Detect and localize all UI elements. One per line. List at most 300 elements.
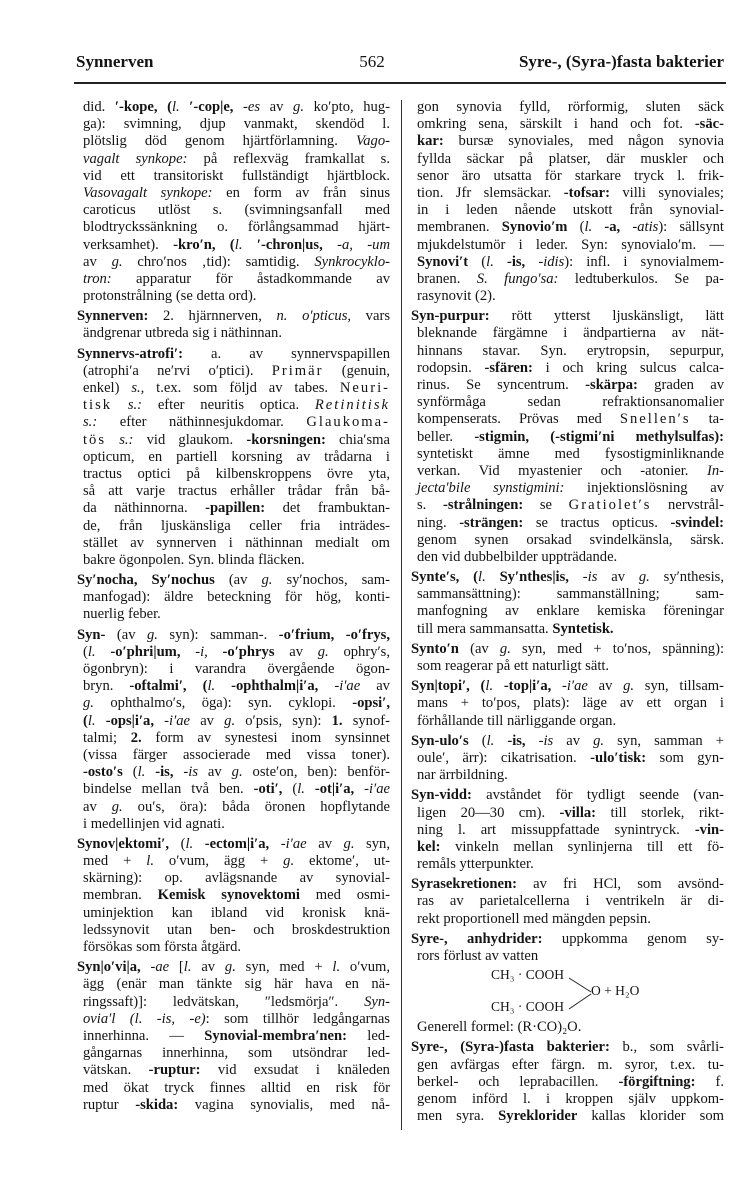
text-line — [411, 586, 724, 603]
text-run: g. — [593, 732, 605, 749]
text-line — [77, 1011, 390, 1028]
headword: -svindel: — [670, 514, 724, 531]
headword: -a, — [592, 219, 633, 236]
text-line — [411, 658, 724, 675]
text-run: membranen. — [417, 219, 502, 236]
text-run: enkel) — [83, 380, 132, 396]
text-run: vars — [351, 308, 390, 325]
text-run: ophry′s, — [328, 643, 391, 660]
text-line — [411, 532, 724, 549]
text-run: rors förlust av vatten — [417, 948, 539, 964]
headword: -papillen: — [205, 500, 266, 517]
text-run: av — [198, 764, 232, 781]
text-line — [77, 1097, 390, 1114]
text-line — [77, 870, 390, 887]
text-line — [411, 99, 724, 116]
text-run: bindelse mellan två ben. — [83, 781, 254, 798]
text-run: graden av — [637, 377, 724, 393]
text-run: verksamhet). — [83, 236, 174, 253]
headword: kar: — [417, 133, 444, 150]
text-run: ): infl. i synovialmem- — [564, 253, 725, 270]
text-line — [411, 463, 724, 480]
text-run: chia′sma — [325, 431, 390, 448]
text-run: protonstrålning (se detta ord). — [83, 288, 257, 305]
text-run: till mera sammansatta. — [417, 620, 553, 637]
text-run: Retinitisk — [314, 397, 391, 414]
headword: Synovi′t — [417, 253, 469, 270]
text-run: av — [306, 835, 344, 852]
text-run: f. — [695, 1073, 724, 1090]
text-run: -es — [243, 99, 261, 115]
text-run: manfogad): äldre beteckning för hög, konti- — [83, 589, 390, 606]
entry-start-line — [411, 1039, 724, 1056]
text-line — [411, 750, 724, 767]
text-run: membran. — [83, 887, 158, 904]
text-run: g. — [623, 678, 635, 695]
text-run: kallas klorider som — [577, 1108, 724, 1125]
headword: kel: — [417, 838, 441, 855]
text-line — [411, 116, 724, 133]
headword: ′-chron|us, — [256, 236, 338, 253]
text-run: vagalt synkope: — [83, 150, 188, 167]
headword: Syrasekretionen: — [411, 876, 517, 893]
text-run: som gyn- — [646, 749, 725, 766]
text-run: det frambuktan- — [265, 500, 390, 517]
text-run: -is — [183, 764, 198, 781]
text-run: vinkeln mellan synlinjerna till ett fö- — [440, 838, 724, 855]
text-run: g. — [146, 626, 158, 643]
text-run: ning l. art missuppfattade synintryck. — [417, 821, 695, 838]
text-run: vid exsudat i knäleden — [200, 1062, 390, 1079]
headword: -skärpa: — [585, 377, 638, 393]
headword: Synovio′m — [501, 219, 568, 236]
text-line — [411, 377, 724, 394]
text-line — [77, 254, 390, 271]
text-run: tion. Jfr slemsäckar. — [417, 184, 564, 201]
headword: Syn-purpur: — [411, 308, 490, 325]
text-line — [77, 432, 390, 449]
headword: -opsi′, — [352, 695, 390, 712]
text-line — [77, 552, 390, 569]
text-run: l. — [297, 781, 305, 798]
text-run: l. — [234, 236, 257, 253]
text-line — [77, 466, 390, 483]
text-run: av — [597, 569, 639, 586]
headword: Synov|ektomi′, — [77, 835, 170, 852]
text-run: ( — [282, 781, 298, 798]
text-line — [411, 515, 724, 532]
text-line — [411, 911, 724, 928]
text-run: verkan. Vid myastenier och -atonier. — [417, 462, 707, 479]
text-run: : som tillhör ledgångarnas — [205, 1010, 390, 1027]
text-run: -ae — [150, 959, 170, 976]
text-run: l. — [137, 764, 146, 781]
text-run: Vago- — [355, 133, 390, 150]
text-line — [77, 116, 390, 133]
text-run: g. — [224, 959, 236, 976]
text-line — [77, 1028, 390, 1045]
headword: -ops|i′a, — [95, 712, 165, 729]
text-run: g. — [283, 853, 295, 870]
text-run: -atis — [632, 219, 659, 236]
text-run: S. fungo′sa: — [476, 270, 559, 287]
text-run: ): sällsynt — [658, 219, 724, 236]
text-run: l. — [183, 959, 192, 976]
text-run: ledtuberkulos. Se pa- — [558, 270, 724, 287]
headword: Syn-ulo′s — [411, 732, 469, 749]
text-run: syn, med + — [235, 959, 333, 976]
text-line — [411, 1074, 724, 1091]
text-run: rasynovit (2). — [417, 288, 496, 305]
text-run: g. — [293, 99, 304, 115]
text-run: på reflexväg framkallat s. — [187, 150, 390, 167]
text-run: g. — [638, 569, 650, 586]
text-run: mans + to′pos, plats): läge av ett organ i — [417, 695, 724, 712]
headword: Sy′nthes|is, — [485, 569, 583, 586]
text-line — [411, 168, 724, 185]
text-line — [411, 497, 724, 514]
running-head-right: Syre-, (Syra-)fasta bakterier — [518, 52, 724, 71]
text-line — [77, 380, 390, 397]
text-run: bakre ögonpolen. Syn. blinda fläcken. — [83, 551, 305, 568]
text-line — [411, 549, 724, 566]
text-run: av — [83, 253, 112, 270]
text-run: (genuin, — [323, 362, 390, 379]
entry-start-line — [411, 678, 724, 695]
text-run: ( — [169, 835, 186, 852]
text-run: ophthalmo′s, öga): syn. cyklopi. — [93, 695, 353, 712]
text-run: syn, tillsam- — [634, 678, 725, 695]
text-run: l. — [478, 569, 486, 586]
text-run: ( — [567, 219, 585, 236]
text-line — [411, 343, 724, 360]
text-line — [77, 853, 390, 870]
text-run: genom införd l. i kroppen själv uppkom- — [417, 1090, 724, 1107]
text-run: ägg (enär man tänkte sig här hava en nä- — [83, 976, 390, 993]
headword: Syn- — [77, 626, 106, 643]
text-run: bryn. — [83, 678, 130, 695]
headword: -ruptur: — [148, 1062, 201, 1079]
text-run: förhållande till närliggande organ. — [417, 712, 617, 729]
headword: -vin- — [694, 821, 724, 838]
headword: Synnerven: — [77, 308, 149, 325]
text-line — [77, 1045, 390, 1062]
text-line — [411, 394, 724, 411]
text-run: Primär — [271, 362, 324, 379]
text-line — [77, 994, 390, 1011]
text-run: o′psis, syn): — [235, 712, 332, 729]
text-run: beller. — [417, 428, 475, 445]
text-run: caroticus utlöst s. (svimningsanfall med — [83, 202, 390, 219]
headword: 1. — [331, 712, 343, 729]
text-run: efter neuritis optica. — [142, 397, 315, 414]
text-run: t.ex. som följd av tabes. — [144, 380, 340, 396]
formula-bottom: CH₃ · COOH — [491, 999, 564, 1015]
entry-start-line — [411, 876, 724, 893]
text-run: uminjektion kan ibland vid kronisk knä- — [83, 904, 390, 921]
text-run: -a, -um — [337, 236, 390, 253]
text-line — [77, 133, 390, 150]
text-run: bleknande färgämne i ändpartierna av nät- — [417, 325, 724, 342]
text-run: s.: — [83, 414, 98, 431]
headword: Synto′n — [411, 640, 459, 657]
text-run: efter näthinnesjukdomar. — [97, 414, 307, 431]
text-run: oste′on, ben): benför- — [242, 764, 390, 781]
text-run: de, från ljuskänsliga celler fria inträdes- — [83, 517, 390, 534]
entry-start-line — [411, 308, 724, 325]
text-run: av — [191, 959, 225, 976]
text-run: den vid dubbelbilder uppträdande. — [417, 548, 618, 565]
text-line — [411, 429, 724, 446]
headword: 2. — [130, 729, 142, 746]
text-run: syn, med + to′nos, spänning): — [510, 640, 724, 657]
headword: -o′phri|um, — [110, 643, 196, 660]
text-run: mjukdelstumör i leder. Syn: synovialo′m. — — [417, 236, 724, 253]
text-run: blodtryckssänkning o. förlångsammad hjärt- — [83, 219, 390, 236]
entry-start-line — [411, 641, 724, 658]
text-run: vid ett transitoriskt fullständigt hjärtblock. — [83, 167, 390, 184]
text-run: en form av från sinus — [212, 184, 390, 201]
text-line — [77, 518, 390, 535]
text-run: Vasovagalt synkope: — [83, 184, 213, 201]
text-line — [411, 1057, 724, 1074]
text-run: tractus optici på kilbenskroppens övre yta, — [83, 465, 390, 482]
text-line — [77, 219, 390, 236]
text-run: av fri HCl, som avsönd- — [516, 876, 724, 893]
text-run: (av — [214, 572, 262, 589]
text-run: genom synen orsakad svindelkänsla, särsk. — [417, 531, 724, 548]
text-run: -i′ae — [164, 712, 191, 729]
text-run: gon synovia fylld, rörformig, sluten säck — [417, 99, 724, 115]
headword: Synnervs-atrofi′: — [77, 345, 183, 362]
headword: -korsningen: — [246, 431, 326, 448]
text-run: in i leden nående utskott från synovial- — [417, 202, 724, 219]
text-run: gen avfärgas efter färgn. m. syror, t.ex. tu- — [417, 1056, 724, 1073]
text-line — [77, 713, 390, 730]
text-run: försökas som första åtgärd. — [83, 939, 242, 955]
text-run: -i′ae — [364, 781, 391, 798]
text-run: l. — [87, 712, 96, 729]
text-line — [77, 976, 390, 993]
text-run — [96, 644, 111, 660]
text-line — [411, 254, 724, 271]
text-line — [411, 1019, 724, 1036]
text-run: rodopsin. — [417, 359, 485, 376]
text-run: syn, — [354, 835, 390, 852]
text-run: apparatur för åstadkommande av — [111, 270, 390, 287]
text-run: fyllda säckar på platser, där muskler och — [417, 150, 724, 167]
text-run: l. — [486, 253, 494, 270]
text-run: ras av parietalcellerna i ventrikeln är di- — [417, 893, 724, 910]
text-run: sy′nochos, sam- — [272, 572, 390, 589]
text-run: sammansättning): sammanställning; sam- — [417, 586, 724, 603]
text-line — [411, 446, 724, 463]
text-line — [77, 535, 390, 552]
headword: -is, — [155, 764, 184, 781]
text-line — [77, 816, 390, 833]
text-run: l. — [87, 643, 96, 660]
text-run: da näthinnorna. — [83, 500, 206, 517]
text-line — [411, 893, 724, 910]
text-run: nuerlig feber. — [83, 606, 161, 623]
text-run — [215, 678, 231, 694]
headword: -ulo′tisk: — [590, 749, 647, 766]
text-line — [77, 271, 390, 288]
text-run: Snellen′s — [619, 411, 691, 428]
text-run: s., — [131, 380, 145, 396]
text-line — [77, 202, 390, 219]
headword: Syre-, anhydrider: — [411, 930, 543, 947]
headword: -ophthalm|i′a, — [231, 678, 335, 695]
headword: -tofsar: — [563, 184, 610, 201]
text-line — [77, 288, 390, 305]
text-run: -idis — [538, 253, 565, 270]
headword: Sy′nocha, Sy′nochus — [77, 572, 215, 589]
text-line — [411, 219, 724, 236]
text-run: g. — [111, 798, 123, 815]
formula-bond-lines — [411, 965, 724, 1019]
text-run: Generell formel: (R·CO)₂O. — [417, 1019, 582, 1036]
headword: Syreklorider — [498, 1108, 578, 1125]
text-run: tös — [83, 431, 107, 448]
headword: -stigmin, (-stigmi′ni methylsulfas): — [474, 428, 724, 445]
text-run: form av synestesi inom synsinnet — [141, 729, 390, 746]
text-run: manfogning av enklare kemiska föreningar — [417, 603, 724, 620]
text-run: som reagerar på ett naturligt sätt. — [417, 658, 610, 674]
text-run: rinus. Se syncentrum. — [417, 377, 586, 393]
headword: -o′frium, -o′frys, — [278, 626, 390, 643]
text-line — [77, 483, 390, 500]
text-run: nar ärrbildning. — [417, 767, 508, 784]
text-line — [411, 695, 724, 712]
text-run: av — [553, 732, 594, 749]
text-run: synförmåga sedan refraktionsanomalier — [417, 394, 724, 411]
headword: -ot|i′a, — [314, 781, 365, 798]
text-run: oule′, ärr): cikatrisation. — [417, 749, 591, 766]
text-run: bursæ synoviales, med någon synovia — [443, 133, 724, 150]
text-line — [411, 288, 724, 305]
text-line — [411, 1091, 724, 1108]
text-run — [145, 764, 155, 780]
text-run: ögonbryn): i varandra övergående ögon- — [83, 661, 390, 677]
text-run: ektome′, ut- — [294, 853, 391, 870]
text-run: n. o′pticus, — [276, 308, 352, 325]
text-run: tron: — [83, 270, 112, 287]
entry-start-line — [411, 787, 724, 804]
text-line — [77, 1080, 390, 1097]
headword: Syn|topi′, ( — [411, 678, 486, 695]
text-line — [411, 805, 724, 822]
headword: -oti′, — [253, 781, 283, 798]
text-run: -i, — [195, 643, 223, 660]
text-run: (av — [105, 626, 147, 643]
entry-start-line — [77, 308, 390, 325]
text-run: ga): svimning, djup vanmakt, skendöd l. — [83, 116, 390, 133]
text-run: ändgrenar utbreda sig i näthinnan. — [83, 325, 282, 342]
text-line — [411, 621, 724, 638]
text-run: l. — [146, 853, 154, 870]
text-run: ovia′l (l. -is, -e) — [83, 1010, 206, 1027]
text-run: l. — [485, 678, 494, 695]
text-run: av — [360, 678, 390, 695]
text-line — [77, 678, 390, 695]
text-line — [411, 839, 724, 856]
text-run: ( — [468, 253, 487, 270]
text-run: senor äro utsatta för starkare tryck l. frik- — [417, 167, 724, 184]
text-line — [77, 695, 390, 712]
headword: ′-cop|e, — [189, 99, 244, 115]
headword: -kro′n, ( — [173, 236, 235, 253]
formula-top: CH₃ · COOH — [491, 967, 564, 983]
text-run: av — [190, 712, 225, 729]
text-run: rött ytterst ljuskänsligt, lätt — [489, 308, 724, 325]
text-run: av — [587, 678, 624, 695]
text-run: ringssaft)]: ledvätskan, ″ledsmörja″. — [83, 993, 365, 1010]
text-run: ta- — [690, 411, 724, 428]
text-line — [411, 360, 724, 377]
text-run: b., som svårli- — [609, 1039, 724, 1056]
text-run: Synkrocyklo- — [314, 253, 390, 270]
text-run: sy′nthesis, — [649, 569, 724, 586]
text-line — [77, 1062, 390, 1079]
headword: Syntetisk. — [552, 620, 614, 637]
text-line — [77, 606, 390, 623]
text-run: syn, samman + — [604, 732, 725, 749]
text-line — [77, 905, 390, 922]
text-run: innerhinna. — — [83, 1027, 205, 1044]
text-run: av — [83, 798, 112, 815]
text-run: s. — [417, 497, 443, 514]
text-line — [411, 411, 724, 428]
text-line — [411, 151, 724, 168]
text-run: så att varje tractus erhåller trådar från bå- — [83, 483, 390, 500]
text-run: branen. — [417, 270, 477, 287]
text-run: g. — [224, 712, 236, 729]
text-line — [411, 202, 724, 219]
headword: Synovial-membra′nen: — [204, 1027, 347, 1044]
text-run: l. — [185, 835, 194, 852]
text-line — [77, 500, 390, 517]
headword: -säc- — [694, 116, 724, 133]
text-run: gångarnas innerhinna, som utsöndrar led- — [83, 1045, 390, 1062]
text-run: ruptur — [83, 1096, 136, 1113]
text-run: l. — [171, 99, 190, 115]
text-run: nervstrål- — [651, 497, 724, 514]
running-head-left: Synnerven — [76, 52, 154, 71]
text-line — [77, 781, 390, 798]
text-run: 2. hjärnnerven, — [148, 308, 277, 325]
text-run: hinnans stavar. Syn. erytropsin, sepurpur, — [417, 342, 724, 359]
headword: -oftalmi′, ( — [129, 678, 208, 695]
text-run: g. — [343, 835, 355, 852]
text-line — [77, 185, 390, 202]
text-run: injektionslösning av — [564, 480, 724, 497]
text-line — [411, 237, 724, 254]
text-run: vätskan. — [83, 1062, 149, 1079]
text-line — [411, 948, 724, 965]
text-run: kompenserats. Prövas med — [417, 411, 620, 428]
entry-start-line — [77, 572, 390, 589]
text-run: Neuri- — [339, 380, 390, 396]
text-run: g. — [499, 640, 511, 657]
text-line — [411, 1108, 724, 1125]
left-column — [77, 99, 390, 1114]
text-line — [77, 799, 390, 816]
text-run: med ökat tryck finnes alltid en risk för — [83, 1079, 390, 1096]
text-run: ledssynovit utan ben- och broskdestruktion — [83, 921, 390, 938]
text-line — [77, 661, 390, 678]
text-run: ( — [468, 732, 487, 749]
